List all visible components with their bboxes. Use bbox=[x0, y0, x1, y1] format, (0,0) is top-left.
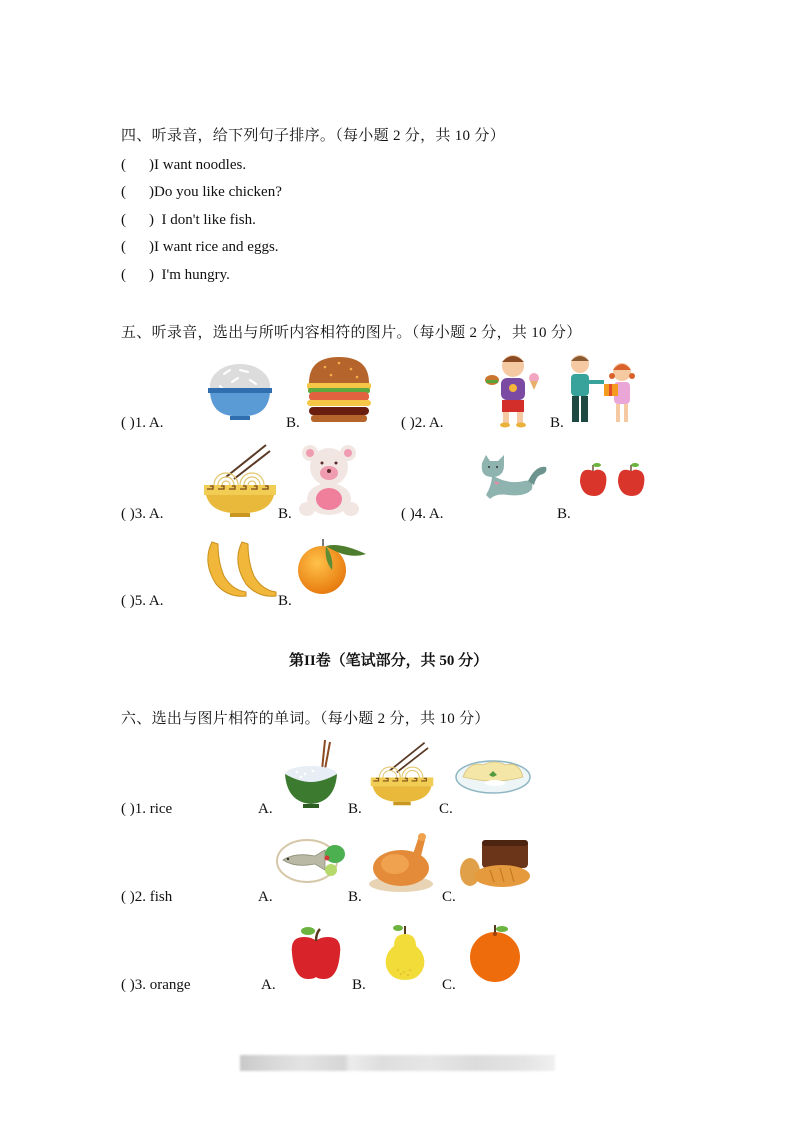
man-giving-gift-to-girl-icon bbox=[566, 352, 642, 428]
sentence-text: I want rice and eggs. bbox=[154, 239, 279, 255]
q5-1-label: ( )1. A. bbox=[121, 415, 164, 431]
order-item-3 bbox=[121, 212, 256, 229]
q5-3-label: ( )3. A. bbox=[121, 506, 164, 522]
order-item-2 bbox=[121, 184, 282, 201]
part2-title: 第II卷（笔试部分，共 50 分） bbox=[289, 653, 489, 669]
q5-2-b-label: B. bbox=[550, 415, 564, 431]
sentence-text: Do you like chicken? bbox=[154, 184, 282, 200]
order-item-5 bbox=[121, 267, 230, 284]
bread-icon bbox=[458, 838, 532, 890]
section6-heading: 六、选出与图片相符的单词。（每小题 2 分，共 10 分） bbox=[121, 711, 490, 727]
orange-fruit-icon bbox=[469, 923, 523, 983]
q6-1-c-label: C. bbox=[439, 801, 453, 817]
roast-chicken-icon bbox=[367, 832, 435, 894]
rice-bowl-with-chopsticks-icon bbox=[283, 740, 341, 810]
hamburger-icon bbox=[305, 353, 373, 425]
paren-close: ) bbox=[149, 184, 154, 200]
q5-4-label: ( )4. A. bbox=[401, 506, 444, 522]
section5-heading: 五、听录音，选出与所听内容相符的图片。（每小题 2 分，共 10 分） bbox=[121, 325, 582, 341]
two-apples-icon bbox=[578, 462, 648, 498]
q5-4-b-label: B. bbox=[557, 506, 571, 522]
q5-3-b-label: B. bbox=[278, 506, 292, 522]
noodle-bowl-icon bbox=[204, 443, 276, 519]
q6-3-a-label: A. bbox=[261, 977, 276, 993]
sentence-text: I'm hungry. bbox=[161, 267, 230, 283]
apple-icon bbox=[290, 925, 342, 981]
q6-2-a-label: A. bbox=[258, 889, 273, 905]
answer-blank[interactable]: ( bbox=[121, 184, 126, 200]
paren-close: ) bbox=[149, 212, 158, 228]
order-item-4 bbox=[121, 239, 279, 256]
answer-blank[interactable]: ( bbox=[121, 239, 126, 255]
q6-3-b-label: B. bbox=[352, 977, 366, 993]
q5-5-b-label: B. bbox=[278, 593, 292, 609]
sentence-text: I don't like fish. bbox=[161, 212, 256, 228]
orange-icon bbox=[296, 538, 368, 596]
q6-3-label: ( )3. orange bbox=[121, 977, 191, 993]
section4-heading: 四、听录音，给下列句子排序。（每小题 2 分，共 10 分） bbox=[121, 128, 506, 144]
noodle-bowl-icon bbox=[370, 741, 434, 807]
q6-2-b-label: B. bbox=[348, 889, 362, 905]
bowl-of-rice-icon bbox=[204, 360, 276, 422]
q6-1-b-label: B. bbox=[348, 801, 362, 817]
order-item-1 bbox=[121, 157, 246, 174]
blurred-footer-watermark bbox=[240, 1055, 555, 1071]
paren-close: ) bbox=[149, 239, 154, 255]
paren-close: ) bbox=[149, 267, 158, 283]
sentence-text: I want noodles. bbox=[154, 157, 247, 173]
q6-1-label: ( )1. rice bbox=[121, 801, 173, 817]
q6-2-c-label: C. bbox=[442, 889, 456, 905]
fish-on-plate-icon bbox=[275, 836, 351, 886]
paren-close: ) bbox=[149, 157, 154, 173]
q6-3-c-label: C. bbox=[442, 977, 456, 993]
answer-blank[interactable]: ( bbox=[121, 212, 126, 228]
answer-blank[interactable]: ( bbox=[121, 267, 126, 283]
teddy-bear-icon bbox=[298, 443, 360, 517]
boy-with-burger-and-ice-cream-icon bbox=[485, 350, 541, 428]
q6-2-label: ( )2. fish bbox=[121, 889, 173, 905]
q5-5-label: ( )5. A. bbox=[121, 593, 164, 609]
q5-1-b-label: B. bbox=[286, 415, 300, 431]
two-bananas-icon bbox=[202, 540, 280, 600]
q5-2-label: ( )2. A. bbox=[401, 415, 444, 431]
dumplings-plate-icon bbox=[455, 755, 531, 795]
q6-1-a-label: A. bbox=[258, 801, 273, 817]
answer-blank[interactable]: ( bbox=[121, 157, 126, 173]
pear-icon bbox=[382, 924, 428, 982]
cat-icon bbox=[478, 455, 550, 501]
